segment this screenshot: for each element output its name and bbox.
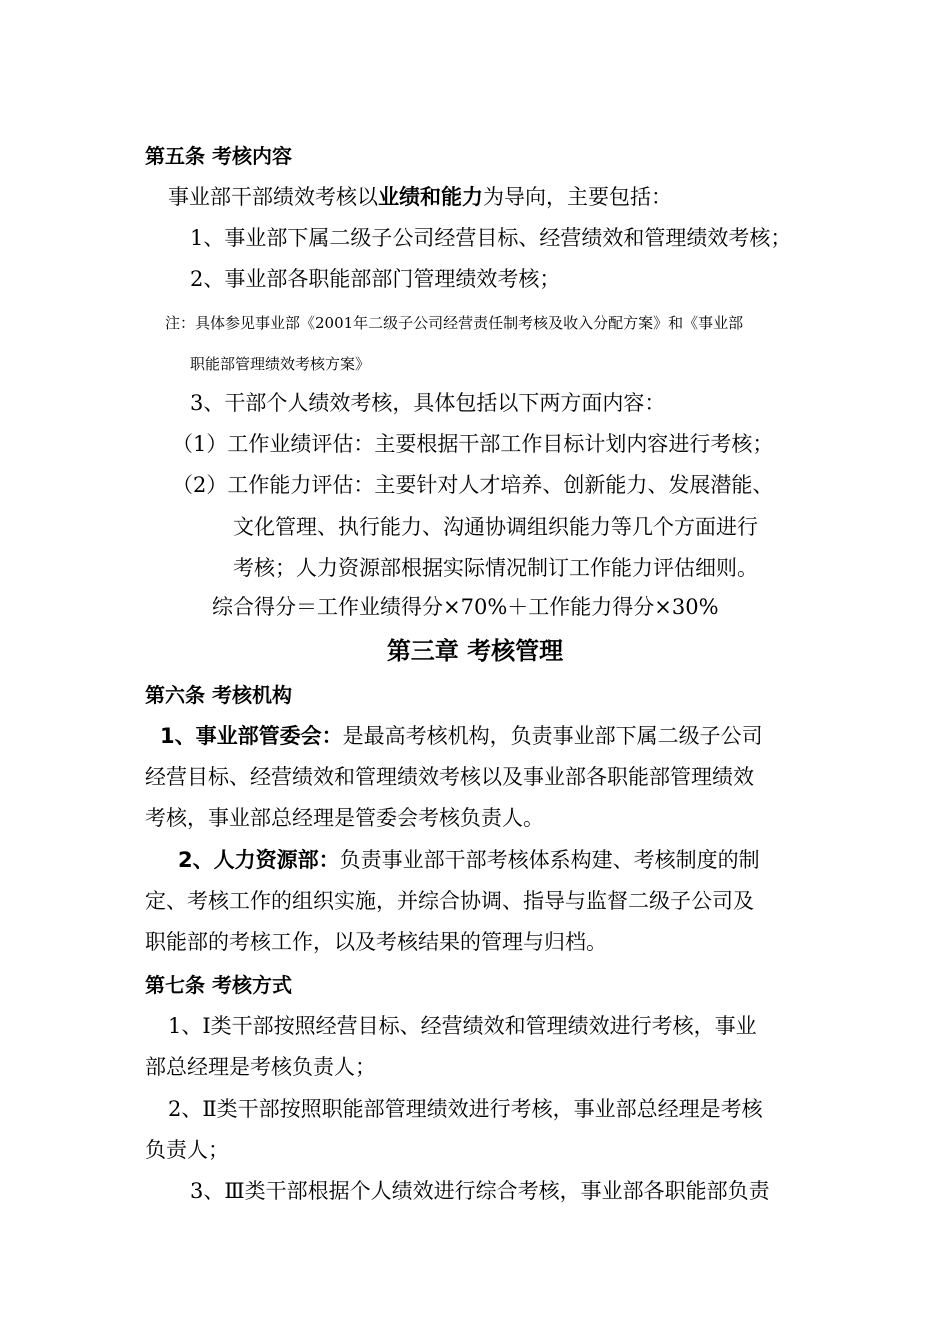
hr-department-text: 负责事业部干部考核体系构建、考核制度的制 bbox=[339, 848, 760, 872]
article-5-sub-2-line-1: （2）工作能力评估：主要针对人才培养、创新能力、发展潜能、 bbox=[172, 473, 774, 497]
committee-label: 1、事业部管委会： bbox=[160, 724, 343, 748]
article-5-sub-1: （1）工作业绩评估：主要根据干部工作目标计划内容进行考核； bbox=[172, 432, 774, 456]
article-6-para-2-line-1 bbox=[178, 847, 760, 873]
article-5-sub-2-line-2: 文化管理、执行能力、沟通协调组织能力等几个方面进行 bbox=[233, 515, 758, 539]
article-5-item-1: 1、事业部下属二级子公司经营目标、经营绩效和管理绩效考核； bbox=[190, 226, 792, 250]
chapter-3-title: 第三章 考核管理 bbox=[386, 637, 564, 665]
article-5-note-line-1: 注：具体参见事业部《2001年二级子公司经营责任制考核及收入分配方案》和《事业部 bbox=[165, 314, 744, 332]
article-6-para-2-line-2: 定、考核工作的组织实施，并综合协调、指导与监督二级子公司及 bbox=[145, 889, 754, 913]
article-7-method-1-line-2: 部总经理是考核负责人； bbox=[145, 1055, 376, 1079]
article-5-note-line-2: 职能部管理绩效考核方案》 bbox=[190, 355, 371, 373]
article-5-item-3: 3、干部个人绩效考核，具体包括以下两方面内容： bbox=[190, 391, 666, 415]
article-7-method-2-line-2: 负责人； bbox=[145, 1138, 229, 1162]
article-5-heading: 第五条 考核内容 bbox=[145, 144, 292, 168]
article-6-para-1-line-1 bbox=[160, 723, 763, 749]
intro-text-end: 为导向，主要包括： bbox=[483, 185, 672, 209]
article-5-item-2: 2、事业部各职能部部门管理绩效考核； bbox=[190, 267, 561, 291]
article-7-method-2-line-1: 2、Ⅱ类干部按照职能部管理绩效进行考核，事业部总经理是考核 bbox=[168, 1097, 763, 1121]
article-6-heading: 第六条 考核机构 bbox=[145, 683, 292, 707]
article-7-method-3-line-1: 3、Ⅲ类干部根据个人绩效进行综合考核，事业部各职能部负责 bbox=[190, 1179, 770, 1203]
article-5-intro bbox=[168, 184, 672, 210]
article-7-method-1-line-1: 1、Ⅰ类干部按照经营目标、经营绩效和管理绩效进行考核，事业 bbox=[168, 1014, 757, 1038]
article-6-para-2-line-3: 职能部的考核工作，以及考核结果的管理与归档。 bbox=[145, 930, 607, 954]
hr-department-label: 2、人力资源部： bbox=[178, 848, 340, 872]
article-6-para-1-line-3: 考核，事业部总经理是管委会考核负责人。 bbox=[145, 806, 544, 830]
article-5-sub-2-line-3: 考核；人力资源部根据实际情况制订工作能力评估细则。 bbox=[233, 556, 758, 580]
article-6-para-1-line-2: 经营目标、经营绩效和管理绩效考核以及事业部各职能部管理绩效 bbox=[145, 765, 754, 789]
committee-text: 是最高考核机构，负责事业部下属二级子公司 bbox=[342, 724, 763, 748]
score-formula: 综合得分＝工作业绩得分×70%＋工作能力得分×30% bbox=[212, 595, 719, 619]
intro-emphasis: 业绩和能力 bbox=[378, 185, 483, 209]
article-7-heading: 第七条 考核方式 bbox=[145, 973, 292, 997]
intro-text: 事业部干部绩效考核以 bbox=[168, 185, 378, 209]
